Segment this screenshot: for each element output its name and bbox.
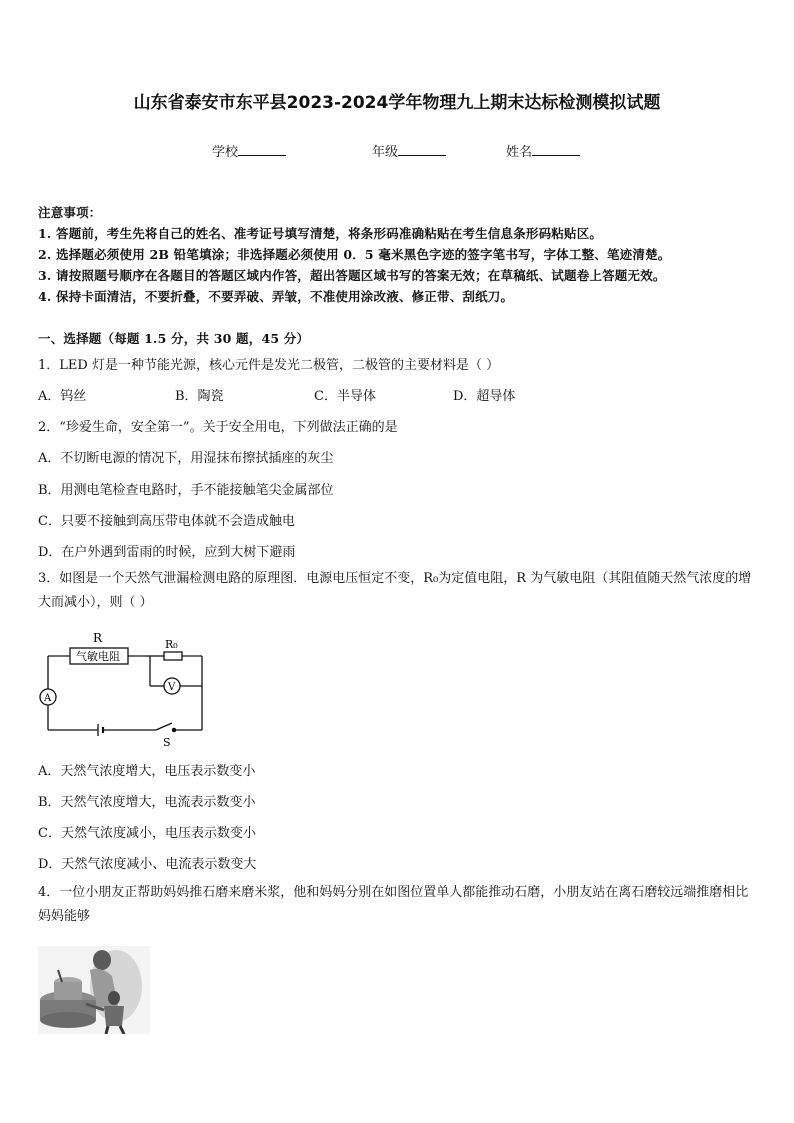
q3-option-d[interactable]: D．天然气浓度减小、电流表示数变大 (38, 857, 257, 872)
circuit-diagram (36, 628, 216, 750)
q2-option-d[interactable]: D．在户外遇到雷雨的时候，应到大树下避雨 (38, 545, 296, 560)
school-blank[interactable] (238, 143, 286, 156)
name-label: 姓名 (506, 145, 533, 160)
q2-option-b[interactable]: B．用测电笔检查电路时，手不能接触笔尖金属部位 (38, 483, 334, 498)
q1-option-d[interactable]: D．超导体 (453, 389, 516, 404)
question-2-stem: 2．“珍爱生命，安全第一”。关于安全用电，下列做法正确的是 (38, 420, 398, 435)
note-item: 4. 保持卡面清洁，不要折叠，不要弄破、弄皱，不准使用涂改液、修正带、刮纸刀。 (38, 289, 514, 304)
switch-label: S (163, 736, 171, 749)
grade-field[interactable] (372, 141, 446, 160)
name-blank[interactable] (532, 143, 580, 156)
q2-option-c[interactable]: C．只要不接触到高压带电体就不会造成触电 (38, 514, 295, 529)
q3-option-c[interactable]: C．天然气浓度减小，电压表示数变小 (38, 826, 256, 841)
page-title: 山东省泰安市东平县2023-2024学年物理九上期末达标检测模拟试题 (133, 93, 661, 113)
q1-option-a[interactable]: A．钨丝 (38, 389, 87, 404)
voltmeter-label: V (168, 682, 176, 693)
question-4-stem: 4．一位小朋友正帮助妈妈推石磨来磨米浆，他和妈妈分别在如图位置单人都能推动石磨，小朋友站在离石磨较远端推磨相比妈妈能够 (38, 885, 749, 924)
ammeter-label: A (44, 693, 52, 704)
school-label: 学校 (212, 145, 239, 160)
q1-option-c[interactable]: C．半导体 (314, 389, 376, 404)
r0-label: R₀ (165, 638, 178, 651)
grade-blank[interactable] (398, 143, 446, 156)
note-item: 3. 请按照题号顺序在各题目的答题区域内作答，超出答题区域书写的答案无效；在草稿纸、试题卷上答题无效。 (38, 268, 666, 283)
school-field[interactable] (212, 141, 286, 160)
note-item: 2. 选择题必须使用 2B 铅笔填涂；非选择题必须使用 0．5 毫米黑色字迹的签字笔书写，字体工整、笔迹清楚。 (38, 247, 671, 262)
question-1-stem: 1．LED 灯是一种节能光源，核心元件是发光二极管，二极管的主要材料是（ ） (38, 358, 500, 373)
q1-option-b[interactable]: B．陶瓷 (175, 389, 224, 404)
q2-option-a[interactable]: A．不切断电源的情况下，用湿抹布擦拭插座的灰尘 (38, 451, 334, 466)
switch-blade (156, 723, 172, 730)
notes-heading: 注意事项： (38, 205, 102, 220)
fixed-resistor-r0 (164, 652, 182, 660)
question-3-stem: 3．如图是一个天然气泄漏检测电路的原理图．电源电压恒定不变，R₀为定值电阻，R 为气敏电阻（其阻值随天然气浓度的增大而减小），则（ ） (38, 571, 752, 610)
q3-option-a[interactable]: A．天然气浓度增大，电压表示数变小 (38, 764, 256, 779)
gas-sensor-label: 气敏电阻 (76, 650, 120, 663)
section-heading: 一、选择题（每题 1.5 分，共 30 题，45 分） (38, 331, 310, 346)
grade-label: 年级 (372, 145, 399, 160)
r-label: R (93, 631, 103, 645)
name-field[interactable] (506, 141, 580, 160)
note-item: 1. 答题前，考生先将自己的姓名、准考证号填写清楚，将条形码准确粘贴在考生信息条形码粘贴区。 (38, 226, 603, 241)
q3-option-b[interactable]: B．天然气浓度增大，电流表示数变小 (38, 795, 256, 810)
millstone-illustration (38, 946, 150, 1034)
